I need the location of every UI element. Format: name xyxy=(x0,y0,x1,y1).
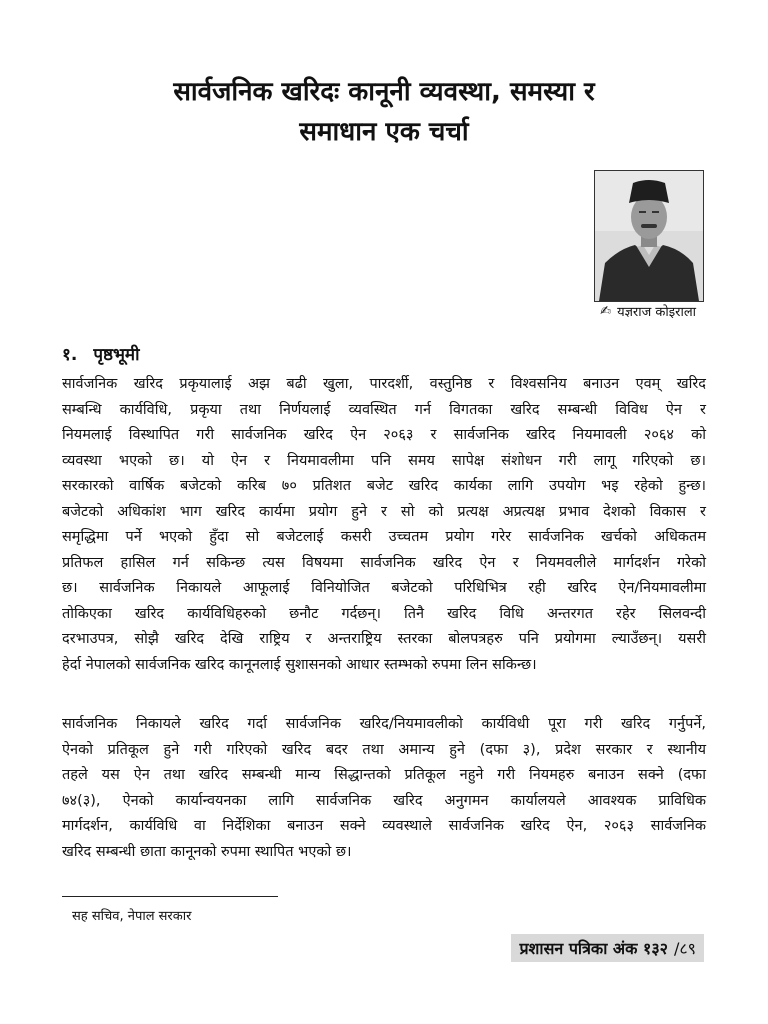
paragraph-line: हेर्दा नेपालको सार्वजनिक खरिद कानूनलाई सुशासनको आधार स्तम्भको रुपमा लिन सकिन्छ। xyxy=(62,656,537,673)
author-byline xyxy=(600,302,696,320)
paragraph-line: ऐनको प्रतिकूल हुने गरी गरिएको खरिद बदर तथा अमान्य हुने (दफा ३), प्रदेश सरकार र स्थानीय xyxy=(62,741,706,758)
title-line-2: समाधान एक चर्चा xyxy=(299,117,469,147)
author-name: यज्ञराज कोइराला xyxy=(617,305,696,320)
paragraph-line: समृद्धिमा पर्ने भएको हुँदा सो बजेटलाई कसरी उच्चतम प्रयोग गरेर सार्वजनिक खर्चको अधिकतम xyxy=(62,529,706,545)
paragraph-line: प्रतिफल हासिल गर्न सकिन्छ त्यस विषयमा सार्वजनिक खरिद ऐन र नियमवलीले मार्गदर्शन गरेको xyxy=(62,554,706,571)
paragraph-2 xyxy=(62,712,706,865)
paragraph-line: नियमलाई विस्थापित गरी सार्वजनिक खरिद ऐन २०६३ र सार्वजनिक खरिद नियमावली २०६४ को xyxy=(62,427,706,443)
paragraph-line: व्यवस्था भएको छ। यो ऐन र नियमावलीमा पनि समय सापेक्ष संशोधन गरी लागू गरिएको छ। xyxy=(62,452,706,469)
page-footer xyxy=(511,934,704,962)
paragraph-line: तोकिएका खरिद कार्यविधिहरुको छनौट गर्दछन्। तिनै खरिद विधि अन्तरगत रहेर सिलवन्दी xyxy=(62,605,706,622)
journal-name: प्रशासन पत्रिका अंक १३२ xyxy=(519,939,668,958)
section-title: पृष्ठभूमी xyxy=(93,345,140,365)
paragraph-line: सार्वजनिक खरिद प्रकृयालाई अझ बढी खुला, पारदर्शी, वस्तुनिष्ठ र विश्वसनिय बनाउन एवम् खरिद xyxy=(62,376,706,392)
paragraph-line: बजेटको अधिकांश भाग खरिद कार्यमा प्रयोग हुने र सो को प्रत्यक्ष अप्रत्यक्ष प्रभाव देशको विकास र xyxy=(62,503,706,520)
paragraph-1 xyxy=(62,372,706,678)
author-portrait-image xyxy=(595,171,703,301)
paragraph-line: सम्बन्धि कार्यविधि, प्रकृया तथा निर्णयलाई व्यवस्थित गर्न विगतका खरिद सम्बन्धी विविध ऐन र xyxy=(62,401,706,418)
footnote-divider xyxy=(62,896,278,897)
article-title xyxy=(60,72,708,152)
pen-icon: ✍ xyxy=(600,303,612,319)
paragraph-line: सार्वजनिक निकायले खरिद गर्दा सार्वजनिक खरिद/नियमावलीको कार्यविधी पूरा गरी खरिद गर्नुपर्ने, xyxy=(62,716,706,732)
section-number: १. xyxy=(62,345,78,365)
section-heading xyxy=(62,342,140,365)
paragraph-line: छ। सार्वजनिक निकायले आफूलाई विनियोजित बजेटको परिधिभित्र रही खरिद ऐन/नियमावलीमा xyxy=(62,580,706,596)
paragraph-line: मार्गदर्शन, कार्यविधि वा निर्देशिका बनाउन सक्ने व्यवस्थाले सार्वजनिक खरिद ऐन, २०६३ सार्वजनिक xyxy=(62,818,706,834)
title-line-1: सार्वजनिक खरिदः कानूनी व्यवस्था, समस्या र xyxy=(173,77,595,107)
page-number: /८९ xyxy=(673,939,696,958)
paragraph-line: दरभाउपत्र, सोझै खरिद देखि राष्ट्रिय र अन्तराष्ट्रिय स्तरका बोलपत्रहरु पनि प्रयोगमा ल्याउँछन्। यसरी xyxy=(62,631,706,647)
paragraph-line: ७४(३), ऐनको कार्यान्वयनका लागि सार्वजनिक खरिद अनुगमन कार्यालयले आवश्यक प्राविधिक xyxy=(62,792,706,809)
paragraph-line: सरकारको वार्षिक बजेटको करिब ७० प्रतिशत बजेट खरिद कार्यका लागि उपयोग भइ रहेको हुन्छ। xyxy=(62,478,706,494)
paragraph-line: खरिद सम्बन्धी छाता कानूनको रुपमा स्थापित भएको छ। xyxy=(62,843,352,860)
author-photo xyxy=(594,170,704,302)
footnote: सह सचिव, नेपाल सरकार xyxy=(72,909,192,924)
paragraph-line: तहले यस ऐन तथा खरिद सम्बन्धी मान्य सिद्धान्तको प्रतिकूल नहुने गरी नियमहरु बनाउन सक्ने (दफा xyxy=(62,767,706,783)
